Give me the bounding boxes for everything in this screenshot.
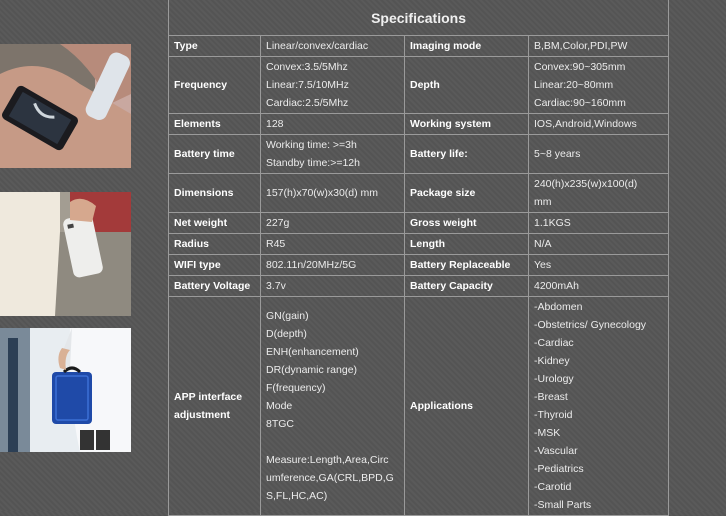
frequency-line: Linear:7.5/10MHz xyxy=(266,79,349,91)
table-row xyxy=(169,234,669,255)
application-item: -Carotid xyxy=(534,481,572,493)
depth-line: Convex:90~305mm xyxy=(534,61,626,73)
app-interface-line: D(depth) xyxy=(266,328,307,340)
app-interface-line: 8TGC xyxy=(266,418,295,430)
app-interface-line: Mode xyxy=(266,400,293,412)
application-item: -Vascular xyxy=(534,445,578,457)
battery-replaceable-value: Yes xyxy=(529,255,669,276)
battery-voltage-value: 3.7v xyxy=(261,276,405,297)
product-photo-carry-case xyxy=(0,328,131,452)
application-item: -Cardiac xyxy=(534,337,574,349)
net-weight-label: Net weight xyxy=(169,213,261,234)
table-row xyxy=(169,135,669,174)
app-interface-line: F(frequency) xyxy=(266,382,326,394)
wifi-type-value: 802.11n/20MHz/5G xyxy=(261,255,405,276)
measure-line: Measure:Length,Area,Circ xyxy=(266,454,389,466)
net-weight-value: 227g xyxy=(261,213,405,234)
gross-weight-label: Gross weight xyxy=(405,213,529,234)
applications-value xyxy=(529,297,669,516)
working-system-label: Working system xyxy=(405,114,529,135)
app-interface-label xyxy=(169,297,261,516)
app-interface-line: ENH(enhancement) xyxy=(266,346,359,358)
depth-label: Depth xyxy=(405,57,529,114)
frequency-line: Convex:3.5/5Mhz xyxy=(266,61,348,73)
type-value: Linear/convex/cardiac xyxy=(261,36,405,57)
depth-line: Linear:20~80mm xyxy=(534,79,614,91)
elements-value: 128 xyxy=(261,114,405,135)
imaging-mode-value: B,BM,Color,PDI,PW xyxy=(529,36,669,57)
frequency-line: Cardiac:2.5/5Mhz xyxy=(266,97,349,109)
battery-life-label: Battery life: xyxy=(405,135,529,174)
length-value: N/A xyxy=(529,234,669,255)
battery-replaceable-label: Battery Replaceable xyxy=(405,255,529,276)
frequency-value xyxy=(261,57,405,114)
length-label: Length xyxy=(405,234,529,255)
battery-time-value xyxy=(261,135,405,174)
application-item: -Pediatrics xyxy=(534,463,584,475)
application-item: -Small Parts xyxy=(534,499,592,511)
app-interface-label-line: APP interface xyxy=(174,391,243,403)
gross-weight-value: 1.1KGS xyxy=(529,213,669,234)
type-label: Type xyxy=(169,36,261,57)
table-row xyxy=(169,57,669,114)
table-row xyxy=(169,255,669,276)
title-row xyxy=(169,0,669,36)
application-item: -Breast xyxy=(534,391,568,403)
table-row xyxy=(169,297,669,516)
battery-capacity-label: Battery Capacity xyxy=(405,276,529,297)
app-interface-line: DR(dynamic range) xyxy=(266,364,358,376)
application-item: -Obstetrics/ Gynecology xyxy=(534,319,647,331)
specifications-table xyxy=(168,0,669,516)
application-item: -Thyroid xyxy=(534,409,573,421)
spacer xyxy=(266,433,399,451)
table-row xyxy=(169,36,669,57)
imaging-mode-label: Imaging mode xyxy=(405,36,529,57)
working-system-value: IOS,Android,Windows xyxy=(529,114,669,135)
app-interface-value xyxy=(261,297,405,516)
table-title: Specifications xyxy=(169,0,669,36)
table-row xyxy=(169,174,669,213)
product-photo-pocket xyxy=(0,192,131,316)
measure-line: umference,GA(CRL,BPD,G xyxy=(266,472,394,484)
depth-value xyxy=(529,57,669,114)
applications-label: Applications xyxy=(405,297,529,516)
elements-label: Elements xyxy=(169,114,261,135)
dimensions-value: 157(h)x70(w)x30(d) mm xyxy=(261,174,405,213)
battery-voltage-label: Battery Voltage xyxy=(169,276,261,297)
radius-value: R45 xyxy=(261,234,405,255)
battery-time-line: Standby time:>=12h xyxy=(266,157,360,169)
dimensions-label: Dimensions xyxy=(169,174,261,213)
battery-time-label: Battery time xyxy=(169,135,261,174)
frequency-label: Frequency xyxy=(169,57,261,114)
application-item: -Kidney xyxy=(534,355,570,367)
depth-line: Cardiac:90~160mm xyxy=(534,97,626,109)
table-row xyxy=(169,114,669,135)
product-photo-neck-scan xyxy=(0,44,131,168)
app-interface-label-line: adjustment xyxy=(174,409,231,421)
battery-life-value: 5~8 years xyxy=(529,135,669,174)
measure-line: S,FL,HC,AC) xyxy=(266,490,328,502)
package-size-line: 240(h)x235(w)x100(d) xyxy=(534,178,638,190)
wifi-type-label: WIFI type xyxy=(169,255,261,276)
package-size-line: mm xyxy=(534,196,552,208)
battery-capacity-value: 4200mAh xyxy=(529,276,669,297)
application-item: -MSK xyxy=(534,427,561,439)
radius-label: Radius xyxy=(169,234,261,255)
table-row xyxy=(169,213,669,234)
battery-time-line: Working time: >=3h xyxy=(266,139,357,151)
package-size-value xyxy=(529,174,669,213)
app-interface-line: GN(gain) xyxy=(266,310,309,322)
application-item: -Abdomen xyxy=(534,301,583,313)
package-size-label: Package size xyxy=(405,174,529,213)
table-row xyxy=(169,276,669,297)
application-item: -Urology xyxy=(534,373,574,385)
